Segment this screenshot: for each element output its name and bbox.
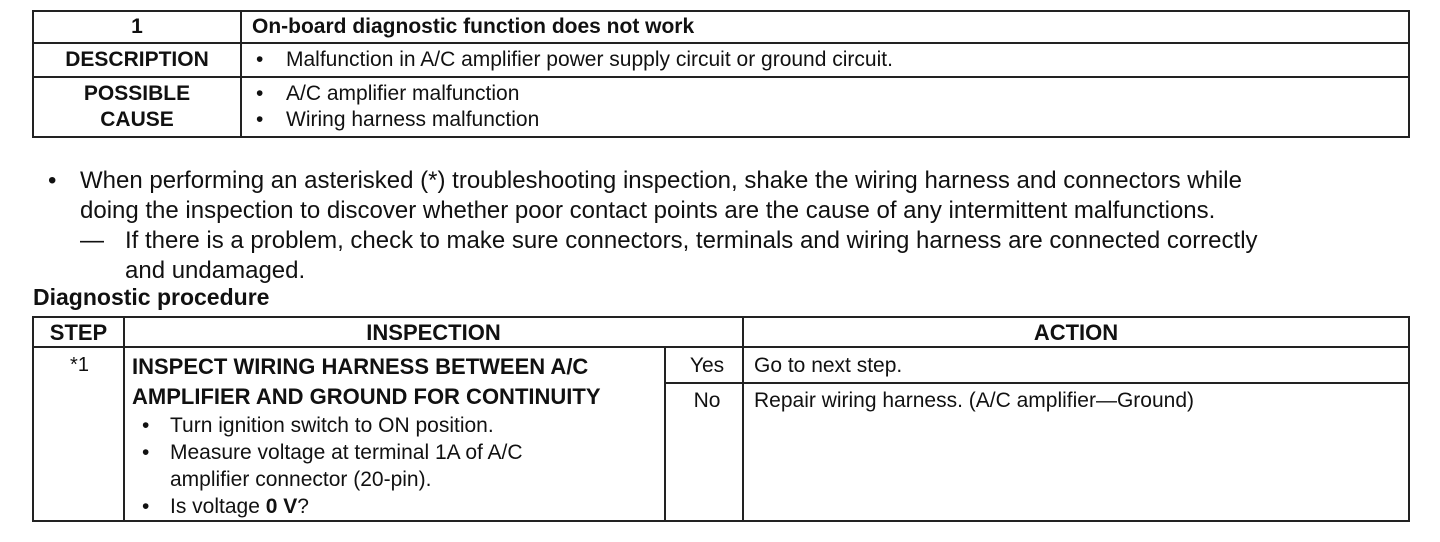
cause-label-line2: CAUSE [100,108,174,131]
possible-cause-label [33,77,241,137]
yes-label: Yes [689,354,725,377]
description-item [256,47,1408,73]
description-cell [241,43,1409,77]
question-value: 0 V [265,495,298,518]
description-label: DESCRIPTION [33,43,241,77]
note-item [48,166,1418,226]
step-number-cell: 1 [33,11,241,43]
inspection-item-text: Measure voltage at terminal 1A of A/C [170,441,523,464]
cause-item [256,81,1408,107]
cause-text: A/C amplifier malfunction [286,82,520,105]
inspection-item-text: amplifier connector (20-pin). [170,468,432,491]
bullet-icon: • [256,108,264,131]
step-number: *1 [70,354,89,376]
possible-cause-row [33,77,1409,137]
cause-item [256,107,1408,133]
action-header: ACTION [1033,320,1119,345]
cause-text: Wiring harness malfunction [286,108,540,131]
step-header: STEP [49,320,108,345]
dash-icon: — [80,227,104,254]
malfunction-title: On-board diagnostic function does not work [241,11,1409,43]
note-line: If there is a problem, check to make sure connectors, terminals and wiring harness are connected correctly [125,227,1258,254]
inspection-title-line: INSPECT WIRING HARNESS BETWEEN A/C [132,354,589,379]
bullet-icon: • [256,48,264,71]
bullet-icon: • [142,495,150,518]
inspection-item-text: Turn ignition switch to ON position. [170,414,494,437]
column-divider [742,318,744,520]
note-line: doing the inspection to discover whether poor contact points are the cause of any intermittent malfunctions. [80,197,1216,224]
inspection-header: INSPECTION [366,320,501,345]
inspection-item [132,493,672,520]
question-suffix: ? [297,495,309,518]
question-prefix: Is voltage [170,495,266,518]
no-action: Repair wiring harness. (A/C amplifier—Ground) [754,389,1194,412]
inspection-question [170,493,672,520]
section-title: Diagnostic procedure [33,284,270,310]
bullet-icon: • [142,441,150,464]
column-divider [123,318,125,520]
note-line: and undamaged. [125,257,306,284]
note-subitem [48,226,1418,286]
inspection-title-line: AMPLIFIER AND GROUND FOR CONTINUITY [132,384,601,409]
bullet-icon: • [48,167,57,194]
diagnostic-procedure-table [32,316,1410,522]
bullet-icon: • [142,414,150,437]
note-line: When performing an asterisked (*) troubleshooting inspection, shake the wiring harness and connectors while [80,167,1242,194]
inspection-notes [48,166,1418,286]
inspection-item [132,439,672,493]
possible-cause-list [241,77,1409,137]
yes-action: Go to next step. [754,354,903,377]
inspection-item [132,412,672,439]
description-text: Malfunction in A/C amplifier power supply circuit or ground circuit. [286,48,893,71]
row-divider [664,382,1408,384]
description-row [33,43,1409,77]
title-row [33,11,1409,43]
inspection-cell [132,352,672,520]
cause-label-line1: POSSIBLE [83,82,191,105]
bullet-icon: • [256,82,264,105]
malfunction-info-table [32,10,1410,138]
no-label: No [693,389,721,412]
